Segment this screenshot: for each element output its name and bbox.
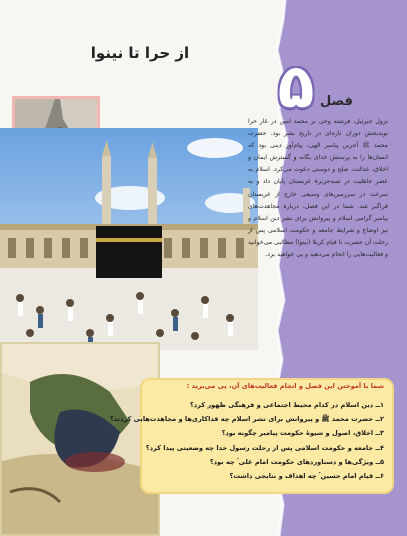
kaaba-photo — [0, 128, 258, 350]
learning-objectives-box — [109, 380, 392, 492]
objective-item: ۳ــ اخلاق، اصول و شیوهٔ حکومت پیامبر چگونه بود؟ — [221, 429, 384, 438]
chapter-number: ۵ — [277, 52, 315, 122]
objective-item: ۴ــ جامعه و حکومت اسلامی پس از رحلت رسول خدا چه وضعیتی پیدا کرد؟ — [145, 443, 384, 452]
chapter-intro-text: نزول جبرئیل، فرشته وحی بر محمد امین در غار حرا نوید‌بخش دوران تازه‌ای در تاریخ بشر بود. حضرت محمد ﷺ آخرین پیامبر الهی، پیام‌آور دینی بود که انسان‌ها را به پرستش خدای یگانه و گسترش ایمان و اخلاق، عدالت، صلح و دوستی دعوت می‌کرد. اسلام به عصر جاهلیت در شبه‌جزیرهٔ عربستان پایان داد و به سرعت در سرزمین‌های وسیعی خارج از عربستان فراگیر شد. شما در این فصل، دربارهٔ مجاهدت‌های پیامبر گرامی اسلام و پیروانش برای نشر دین اسلام و نیز اوضاع و شرایط جامعه و حکومت اسلامی پس از رحلت آن حضرت تا قیام کربلا (نینوا) مطالبی می‌خوانید و فعالیت‌هایی را انجام می‌دهید و پی خواهید برد. — [248, 118, 388, 259]
objectives-list — [109, 398, 384, 483]
karbala-painting — [0, 342, 160, 536]
chapter-title: از حرا تا نینوا — [90, 44, 190, 62]
objective-item: ۲ــ حضرت محمد ﷺ و پیروانش برای نشر اسلام چه فداکاری‌ها و مجاهدت‌هایی کردند؟ — [109, 415, 384, 424]
chapter-label: فصل — [320, 94, 353, 109]
objective-item: ۱ــ دین اسلام در کدام محیط اجتماعی و فرهنگی ظهور کرد؟ — [189, 401, 384, 409]
objectives-heading: شما با آموختن این فصل و انجام فعالیت‌های آن، پی می‌برید : — [186, 382, 384, 390]
objective-item: ۶ــ قیام امام حسین ؑ چه اهداف و نتایجی داشت؟ — [229, 472, 384, 481]
objective-item: ۵ــ ویژگی‌ها و دستاوردهای حکومت امام علی ؑ چه بود؟ — [209, 457, 384, 466]
